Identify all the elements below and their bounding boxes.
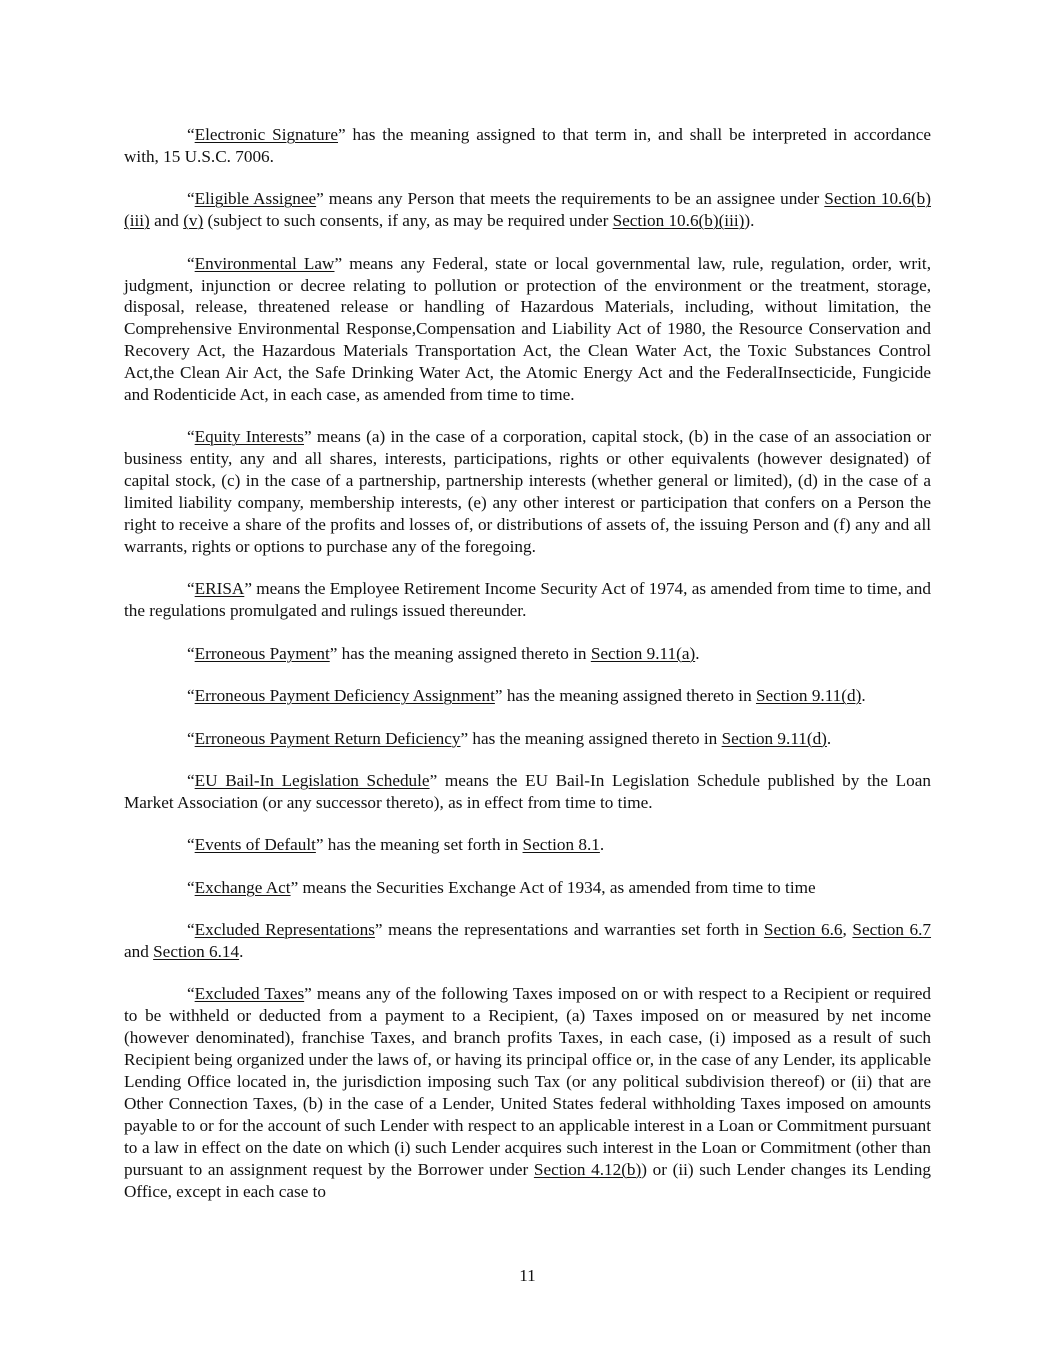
defined-term: Environmental Law bbox=[194, 253, 335, 273]
section-reference: Section 10.6(b)(iii) bbox=[124, 189, 931, 231]
definition-text: . bbox=[826, 728, 832, 748]
defined-term: Events of Default bbox=[194, 835, 316, 855]
definition-text: and bbox=[124, 941, 154, 961]
defined-term: Electronic Signature bbox=[194, 125, 339, 144]
definition-text: “ bbox=[187, 579, 195, 599]
section-reference: Section 6.7 bbox=[852, 920, 932, 940]
definition-paragraph bbox=[124, 728, 931, 750]
definition-text: ” has the meaning assigned to that term in, and shall be interpreted in accordance with, 15 U.S.C. 7006. bbox=[124, 125, 931, 166]
definition-paragraph bbox=[124, 919, 931, 963]
definition-text: “ bbox=[187, 643, 195, 663]
definition-paragraph bbox=[124, 124, 931, 168]
defined-term: Excluded Representations bbox=[194, 920, 375, 940]
definition-paragraph bbox=[124, 253, 931, 406]
definition-paragraph bbox=[124, 578, 931, 622]
definition-text: and bbox=[149, 211, 184, 231]
definition-text: ” means the representations and warranties set forth in bbox=[374, 920, 764, 940]
definition-text: “ bbox=[187, 189, 195, 209]
defined-term: ERISA bbox=[194, 579, 245, 599]
definition-text: “ bbox=[187, 253, 195, 273]
definition-text: ” means the EU Bail-In Legislation Schedule published by the Loan Market Association (or any successor thereto), as in effect from time to time. bbox=[124, 770, 931, 812]
definition-text: ” has the meaning assigned thereto in bbox=[460, 728, 722, 748]
definition-paragraph bbox=[124, 426, 931, 557]
definition-text: ). bbox=[744, 211, 755, 231]
defined-term: EU Bail-In Legislation Schedule bbox=[194, 770, 430, 790]
definition-paragraph bbox=[124, 643, 931, 665]
definition-text: ” means any Person that meets the requirements to be an assignee under bbox=[316, 189, 825, 209]
definition-text: ” has the meaning set forth in bbox=[315, 835, 523, 855]
section-reference: Section 6.14 bbox=[153, 941, 240, 961]
section-reference: Section 4.12(b) bbox=[533, 1159, 642, 1179]
definition-text: “ bbox=[187, 835, 195, 855]
definition-text: ” means any Federal, state or local governmental law, rule, regulation, order, writ, judgment, injunction or decree relating to pollution or protection of the environment or the treatment, storage, disposal, release, threatened release or handling of Hazardous Materials, including, without limitation, the Comprehensive Environmental Response,Compensation and Liability Act of 1980, the Resource Conservation and Recovery Act, the Hazardous Materials Transportation Act, the Clean Water Act, the Toxic Substances Control Act,the Clean Air Act, the Safe Drinking Water Act, the Atomic Energy Act and the FederalInsecticide, Fungicide and Rodenticide Act, in each case, as amended from time to time. bbox=[124, 253, 932, 405]
definition-paragraph bbox=[124, 770, 931, 814]
definition-text: ” means any of the following Taxes imposed on or with respect to a Recipient or required to be withheld or deducted from a payment to a Recipient, (a) Taxes imposed on or measured by net income (however denominated), franchise Taxes, and branch profits Taxes, in each case, (i) imposed as a result of such Recipient being organized under the laws of, or having its principal office or, in the case of any Lender, its applicable Lending Office located in, the jurisdiction imposing such Tax (or any political subdivision thereof) or (ii) that are Other Connection Taxes, (b) in the case of a Lender, United States federal withholding Taxes imposed on amounts payable to or for the account of such Lender with respect to an applicable interest in a Loan or Commitment pursuant to a law in effect on the date on which (i) such Lender acquires such interest in the Loan or Commitment (other than pursuant to an assignment request by the Borrower under bbox=[124, 984, 931, 1179]
document-page bbox=[124, 124, 931, 1223]
page-number: 11 bbox=[519, 1266, 536, 1285]
defined-term: Erroneous Payment Return Deficiency bbox=[194, 728, 461, 748]
definition-text: “ bbox=[187, 877, 195, 897]
defined-term: Eligible Assignee bbox=[194, 189, 317, 209]
section-reference: Section 9.11(d) bbox=[721, 728, 827, 748]
definition-paragraph bbox=[124, 877, 931, 899]
definition-text: . bbox=[861, 686, 866, 706]
definition-text: . bbox=[695, 643, 700, 663]
definition-paragraph bbox=[124, 983, 931, 1202]
definition-text: ” has the meaning assigned thereto in bbox=[494, 686, 756, 706]
definition-text: , bbox=[842, 920, 853, 940]
definition-text: “ bbox=[187, 686, 195, 706]
section-reference: Section 9.11(a) bbox=[590, 643, 696, 663]
definition-text: ” has the meaning assigned thereto in bbox=[329, 643, 591, 663]
definition-text: ) or (ii) such Lender changes its Lending Office, except in each case to bbox=[124, 1159, 931, 1201]
section-reference: Section 8.1 bbox=[522, 835, 600, 855]
definition-text: “ bbox=[187, 728, 195, 748]
section-reference: (v) bbox=[183, 211, 204, 231]
section-reference: Section 10.6(b)(iii) bbox=[612, 211, 745, 231]
definition-paragraph bbox=[124, 685, 931, 707]
definition-text: (subject to such consents, if any, as may be required under bbox=[203, 211, 613, 231]
section-reference: Section 6.6 bbox=[763, 920, 843, 940]
defined-term: Erroneous Payment Deficiency Assignment bbox=[194, 686, 495, 706]
section-reference: Section 9.11(d) bbox=[755, 686, 862, 706]
definition-text: ” means the Employee Retirement Income Security Act of 1974, as amended from time to time, and the regulations promulgated and rulings issued thereunder. bbox=[124, 579, 931, 621]
defined-term: Excluded Taxes bbox=[194, 984, 305, 1004]
definition-text: ” means (a) in the case of a corporation, capital stock, (b) in the case of an association or business entity, any and all shares, interests, participations, rights or other equivalents (however designated) of capital stock, (c) in the case of a partnership, partnership interests (whether general or limited), (d) in the case of a limited liability company, membership interests, (e) any other interest or participation that confers on a Person the right to receive a share of the profits and losses of, or distributions of assets of, the issuing Person and (f) any and all warrants, rights or options to purchase any of the foregoing. bbox=[124, 427, 931, 556]
definition-paragraph bbox=[124, 188, 931, 232]
definition-text: “ bbox=[187, 984, 195, 1004]
definition-text: “ bbox=[187, 125, 195, 144]
definition-text: “ bbox=[187, 770, 195, 790]
definition-paragraph bbox=[124, 834, 931, 856]
definition-text: ” means the Securities Exchange Act of 1934, as amended from time to time bbox=[290, 877, 816, 897]
definition-text: . bbox=[239, 941, 244, 961]
defined-term: Equity Interests bbox=[194, 427, 304, 447]
definition-text: . bbox=[599, 835, 605, 855]
defined-term: Erroneous Payment bbox=[194, 643, 330, 663]
definition-text: “ bbox=[187, 427, 195, 447]
definition-text: “ bbox=[187, 920, 195, 940]
defined-term: Exchange Act bbox=[194, 877, 291, 897]
